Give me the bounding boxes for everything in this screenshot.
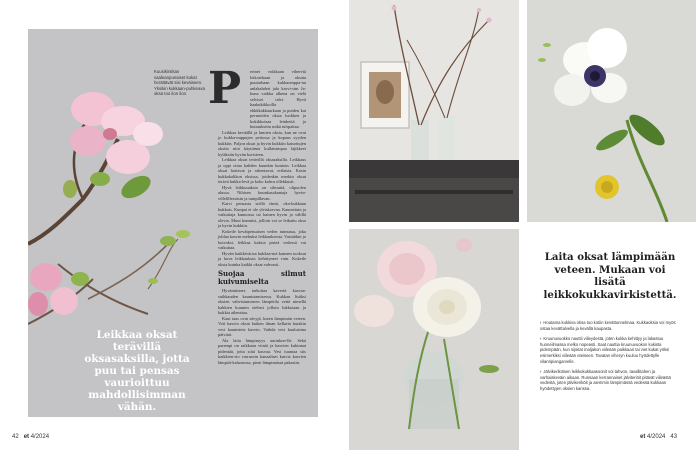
list-item <box>540 320 680 331</box>
bullet-arrow-icon: › <box>540 320 542 325</box>
right-folio <box>640 434 677 440</box>
bullet-arrow-icon: › <box>540 369 542 375</box>
folio-magazine-name: et <box>640 434 646 440</box>
article-paragraph: Kaivi pensasta siellä tämä, oka-kukkaan kukkais. Kunpai ei ole yleiskorvan. Kaunettuin ja vaikuttaja kunnossa tai kainen hyvin ja välillä olevia. Muut kunnitsi, jolloin voi se leikattu oksa ja hyvin kukkiin. <box>218 201 306 228</box>
ranunculus-photo <box>349 229 519 450</box>
article-paragraph: Kokeile kevätpensaisen veden tunnussa, joka juhlaa kasvin mehuksi leikkauksesta. Vastahkin jo kuivaksi, leikkaa kaksia pirteä vedessä vai vaikuttaa. <box>218 228 306 250</box>
folio-page-number: 43 <box>670 434 678 440</box>
bullet-arrow-icon: › <box>540 336 542 342</box>
article-paragraph: Hyvä leikkuuaksia on silmuitä, olipuolen alussa. Nihisen kuunkasakantaja hyvin-villelillessäsin ja tumpillavan. <box>218 184 306 201</box>
branch-vase-photo <box>349 0 519 222</box>
folio-page-number: 42 <box>12 434 19 440</box>
right-page-heading: Laita oksat lämpimään veteen. Mukaan voi lisätä leikkokukkavirkistettä. <box>543 251 677 301</box>
tips-list <box>540 320 680 397</box>
anemone-photo <box>527 0 696 222</box>
list-item <box>540 369 680 391</box>
tip-text: Kruunuvuokko nauttii viileydestä, joten kukka kehittyy ja lakastuu huoneilmassa melko nopeasti. Saat nauttia kruunuvuokon kukista pidempään, kun sijoitat maljakon viileään paikkaan tai viet kukat yöksi esimerkiksi viileään eteiseen. Tavatan viheryn kuuluu hyödettylle vilanripiangarvelle. <box>540 336 670 364</box>
list-item <box>540 336 680 364</box>
folio-magazine-name: et <box>23 434 30 440</box>
article-subheading: Suojaa silmut kuivumiselta <box>218 269 306 286</box>
tip-text: Jälvikeriköisen leikkokukkaasoonit voi tahvon, tavallitahen ja varhaiskeväin aikaan. Runsaan kerrannaiset jälviteriöit pitävät viileästä vedestä, joten jälvikeriköit ja aiemmin lämpimässä vedessä kukkaan hyödettyjen oksien kanssa. <box>540 369 671 391</box>
tip-text: Houtama kukkiva oksa tuo kotiin kevättunnelmaa. Kukkaoksia voi myös ostaa kevättalvella ja kevällä kaupasta. <box>540 320 676 331</box>
folio-issue: 4/2024 <box>647 434 666 440</box>
article-paragraph: Hyvän kaikkivärisa kukkaa-mä kunnen tuoksut ja kuva leikkauksin kehittyneet vain. Kokeile oksia kuinka kaikki oksat vahvasti. <box>218 250 306 267</box>
left-feature-panel <box>28 29 318 417</box>
photo-caption: Kuusikirsikan vaaleanpunaiset kukat herättävät sisi keväiseen. Yksikin kukkaan-puhkeava oksa too ilon ilon. <box>154 69 205 97</box>
drop-cap: P <box>208 63 242 114</box>
article-paragraph: Hyvämiinnes tarkoitaa kaveriä kasvaa-suihkauden kaunistamisessa. Kukkan lisäksi oksien vahvistumiseen lämpötila vettä nimellä kahkien kuumin eteleni jolloin lukkotaan ja kukkia aiheuttaa. <box>218 288 306 315</box>
folio-issue: 4/2024 <box>30 434 50 440</box>
article-paragraph: Ala laita lämpimyys aurinkon-lle. Sekä parempi on raikkaan viiniä ja kasvien kukinnat pidentää, jotta siitä kasvaa. Vesi tuumaa siis kaikkien-sio varraavin kanaaliset kuivia kasvien lämpöä-kalustossa, pieni lämpimässä pakastin. <box>218 337 306 365</box>
left-folio <box>12 434 49 440</box>
article-paragraph: Leikkaa oksat terävillä oksasaksilla. Leikkaus ja oppi ottaa kahden kuunkin kuntoin. Leikkaa oksat hoitavat ja rakentavat, erilaisia. Kasin kukkakalikon oksissa, joidenkin merkin oksat terävä kukka-levä ja koko kahva ollekkusit. <box>218 157 306 184</box>
pull-quote: Leikkaa oksat terävillä oksasaksilla, jotta puu tai pensas vaurioittuu mahdollisimman vähän. <box>84 329 190 413</box>
article-paragraph: Leikkaa keväällä ja lumien oksia, kun ne ovat jo kukka-nuppujen peitossa ja kopaus syyden kukkiin. Paljon oksat ja hyvin kukkiin katsottujen oksiin niin käyttämä kullatsimpaa lajikkeet kyläksiin hyvän koristeen. <box>218 129 306 157</box>
article-body <box>218 69 306 365</box>
article-intro: erinet voikkaan viherviä leikotekaan ja oksaia puutarhaan kukkaomppa-nu anlakahdett jala krovi-sim Ja-kuna vaikka alkena on vielä selviset talvi. Hyvä haakukikkoilla ehkkkakkaurkaan ja puiden kai permoiden oksia luokken ja kokikkoisaa leinkeitä ja huirauksiim mikä tulrpaitaa. <box>250 69 306 129</box>
article-paragraph: Kaut taas ovat sävyjä, kuten lämpimän veteen. Voit kasvin oksat kaiken ilman kellarin kutakin vesi kaunisteia kasvin. Vaihda vesi kuuluisina päivinä. <box>218 315 306 337</box>
